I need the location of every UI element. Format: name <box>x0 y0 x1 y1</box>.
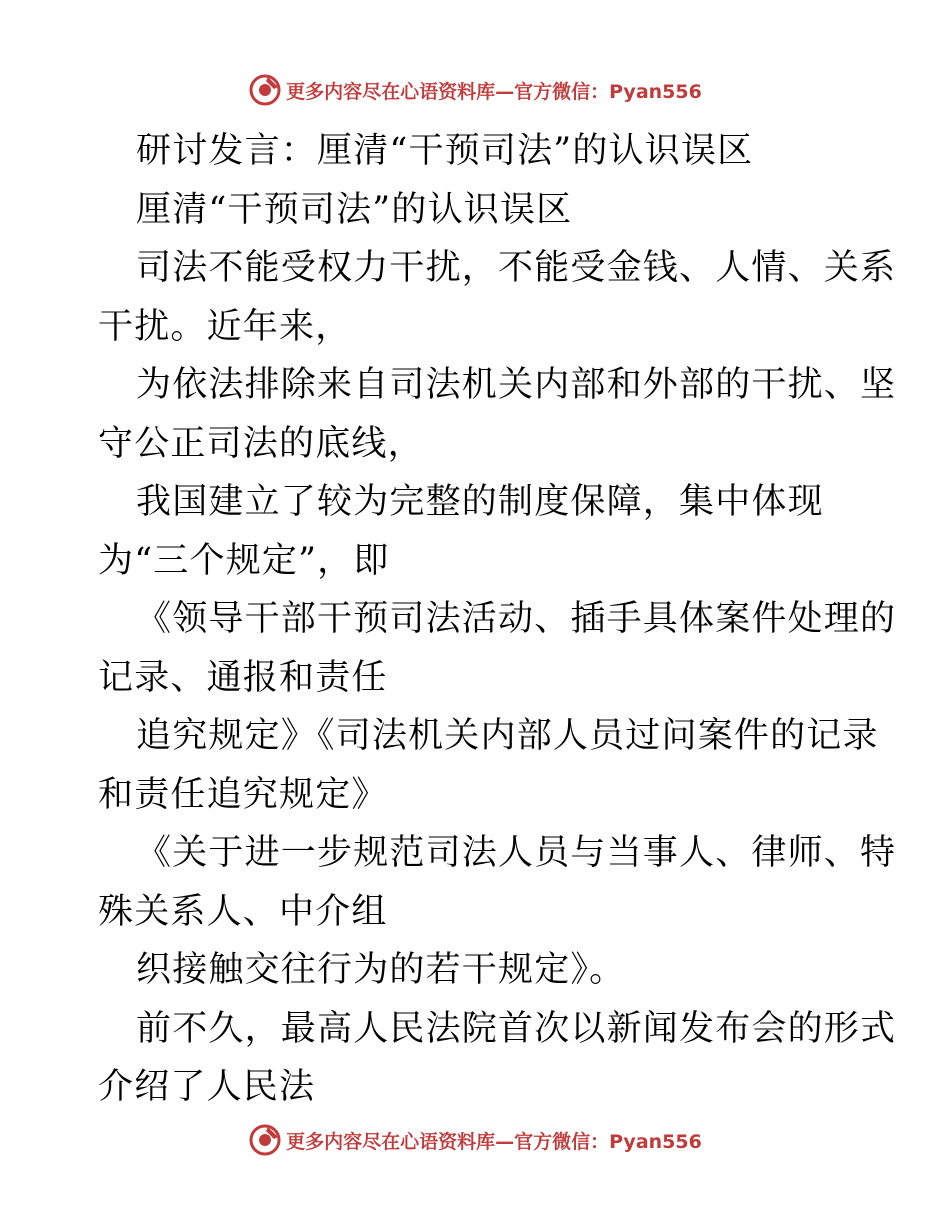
brand-logo-icon <box>248 73 282 107</box>
doc-line: 为“三个规定”，即 <box>98 540 390 581</box>
banner-text: 更多内容尽在心语资料库—官方微信：Pyan556 <box>286 1130 702 1153</box>
brand-logo-icon <box>248 1123 282 1157</box>
doc-line: 厘清“干预司法”的认识误区 <box>136 189 573 230</box>
doc-line: 殊关系人、中介组 <box>98 891 388 932</box>
doc-line: 追究规定》《司法机关内部人员过问案件的记录 <box>136 716 879 756</box>
doc-line: 我国建立了较为完整的制度保障，集中体现 <box>136 482 824 522</box>
footer-banner <box>0 1120 950 1160</box>
doc-line: 《关于进一步规范司法人员与当事人、律师、特 <box>136 833 897 873</box>
doc-line: 干扰。近年来， <box>98 306 352 347</box>
doc-line: 研讨发言：厘清“干预司法”的认识误区 <box>136 131 754 171</box>
doc-line: 《领导干部干预司法活动、插手具体案件处理的 <box>136 599 897 639</box>
doc-line: 织接触交往行为的若干规定》。 <box>136 950 626 990</box>
doc-line: 为依法排除来自司法机关内部和外部的干扰、坚 <box>136 365 897 405</box>
doc-line: 和责任追究规定》 <box>98 774 388 815</box>
doc-line: 守公正司法的底线， <box>98 423 424 464</box>
header-banner <box>0 70 950 110</box>
doc-line: 介绍了人民法 <box>98 1067 316 1107</box>
doc-line: 司法不能受权力干扰，不能受金钱、人情、关系 <box>136 248 897 288</box>
doc-line: 前不久，最高人民法院首次以新闻发布会的形式 <box>136 1008 897 1049</box>
banner-text: 更多内容尽在心语资料库—官方微信：Pyan556 <box>286 80 702 103</box>
doc-line: 记录、通报和责任 <box>98 657 388 698</box>
document-body <box>98 122 897 1117</box>
